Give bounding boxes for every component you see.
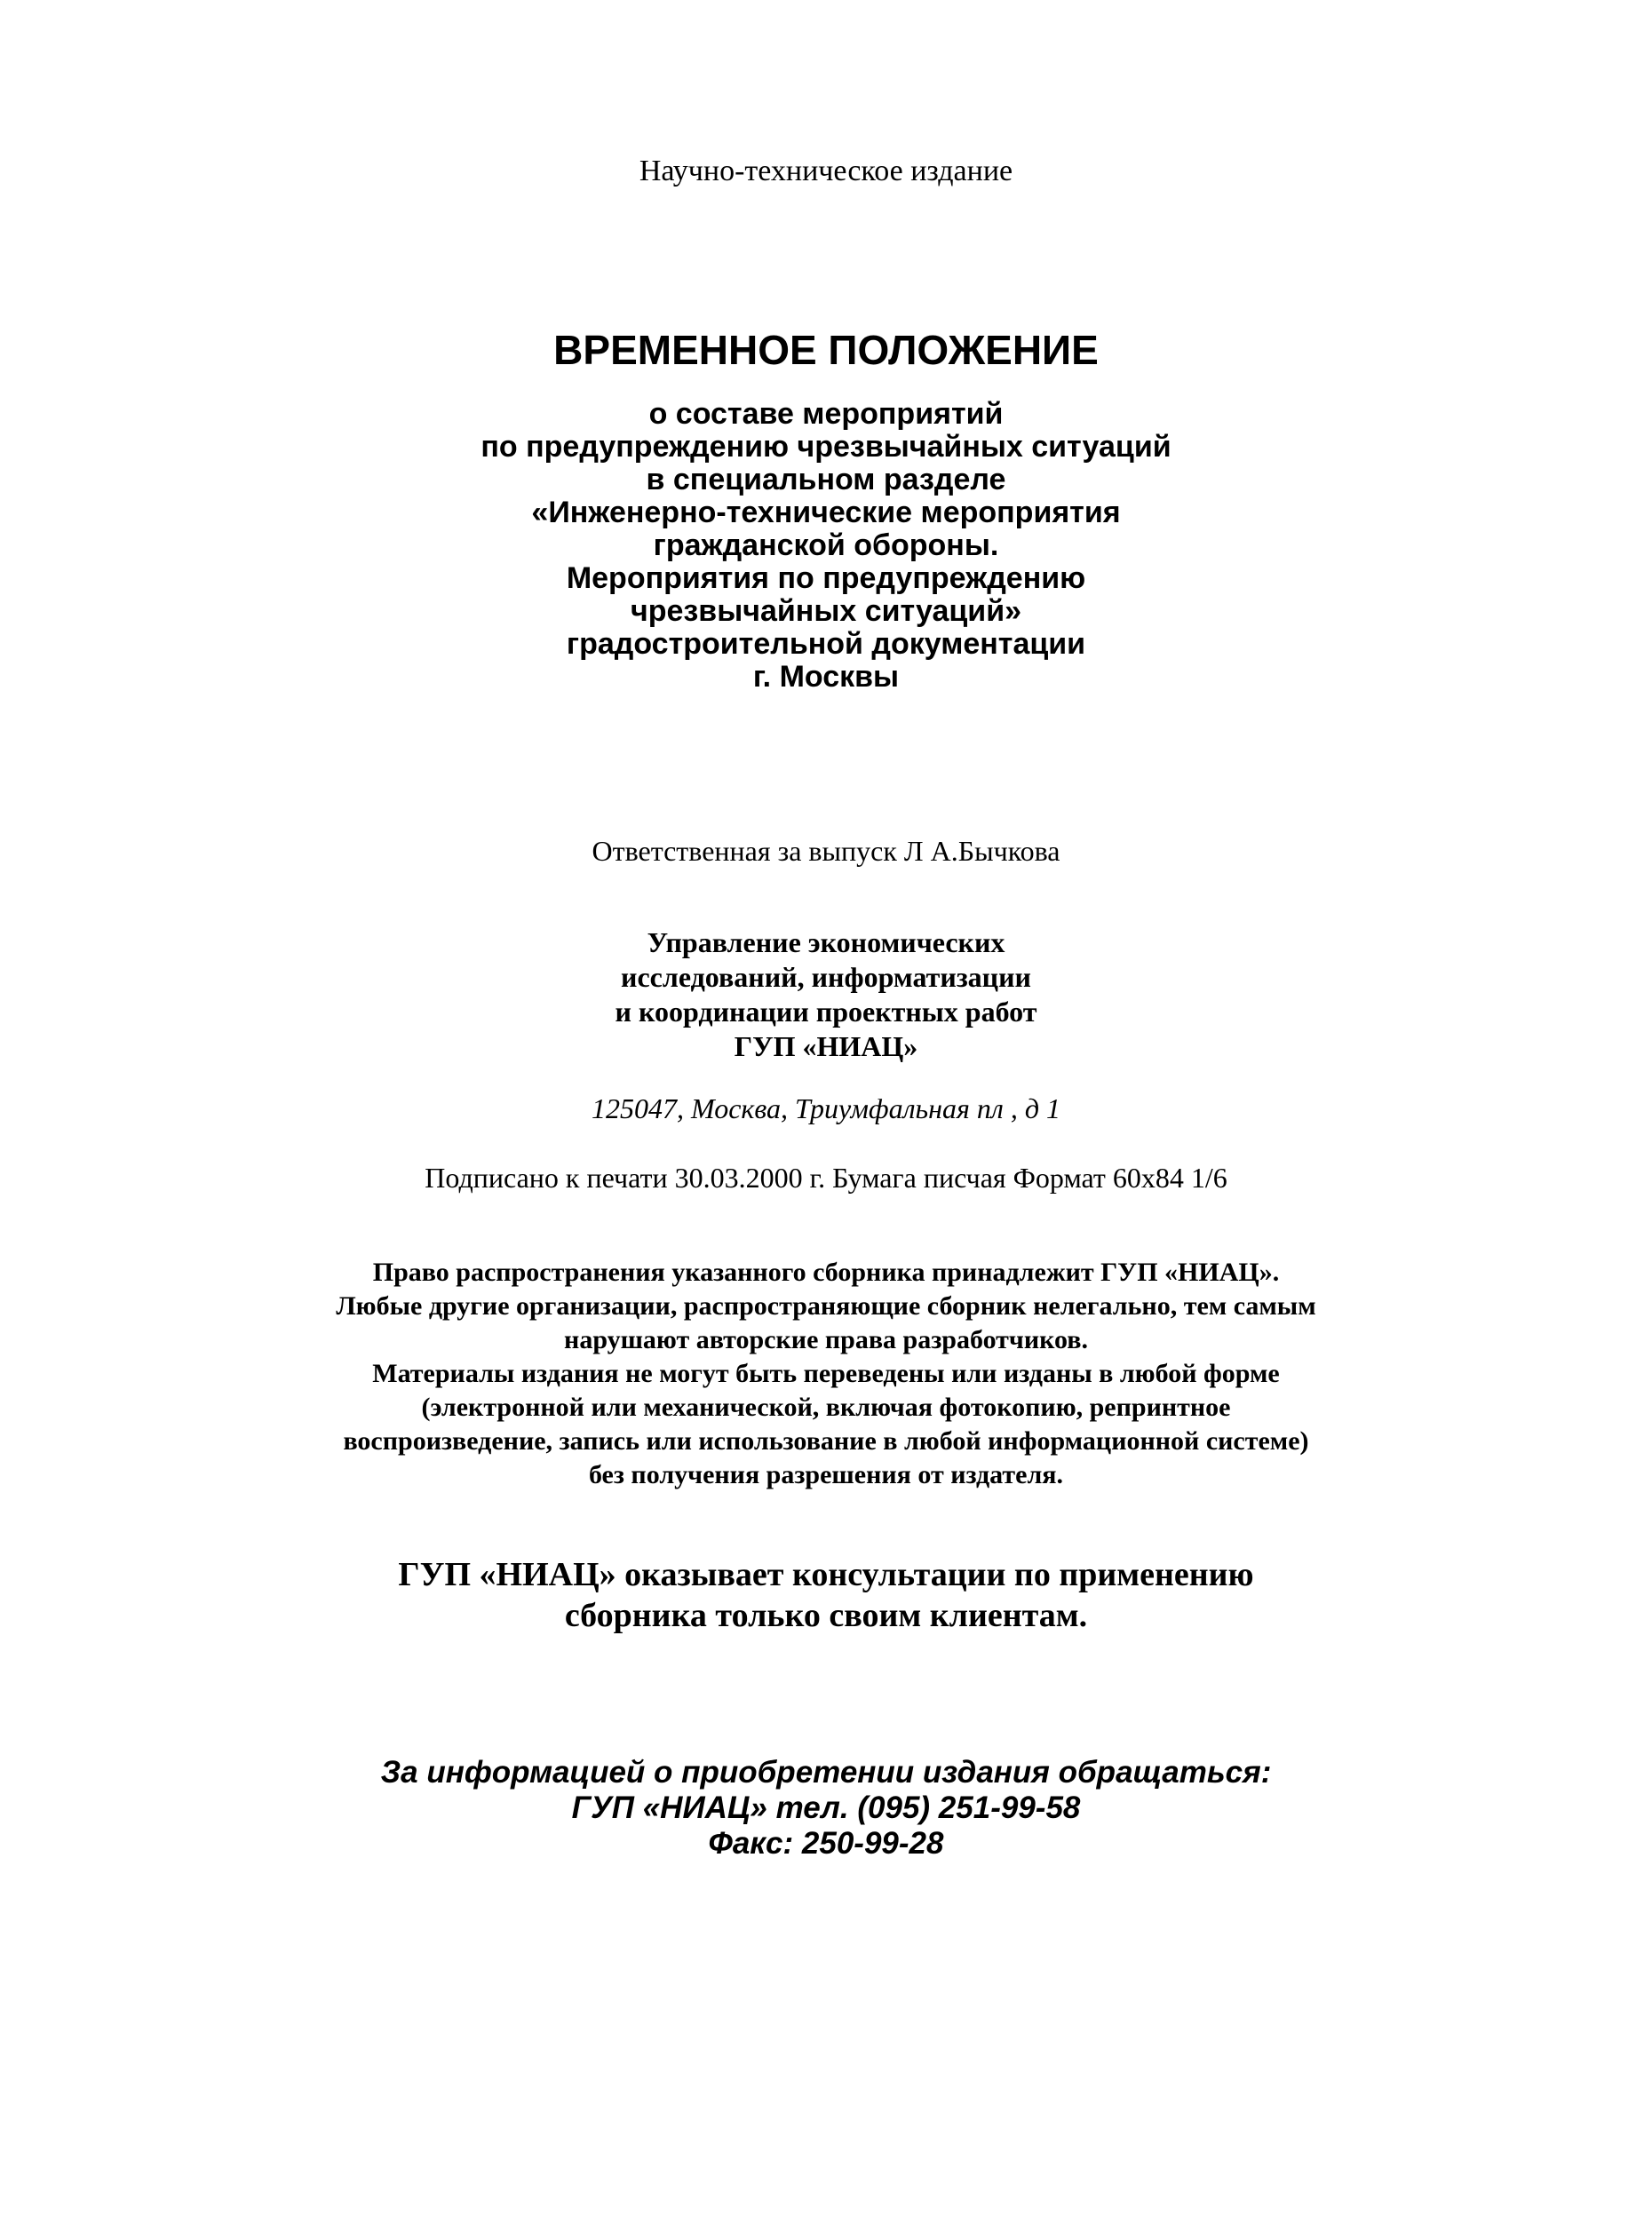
subtitle-line: «Инженерно-технические мероприятия — [531, 496, 1121, 529]
consultation-line: сборника только своим клиентам. — [564, 1597, 1088, 1634]
contact-info — [0, 1755, 1652, 1862]
subtitle-line: гражданской обороны. — [653, 528, 999, 562]
print-info — [0, 1160, 1652, 1195]
subtitle-line: г. Москвы — [752, 660, 900, 694]
organization-line: исследований, информатизации — [621, 961, 1031, 993]
responsible-editor-text: Ответственная за выпуск Л А.Бычкова — [592, 835, 1060, 867]
subtitle-line: о составе мероприятий — [648, 397, 1004, 431]
organization-line: Управление экономических — [647, 926, 1005, 958]
copyright-line: Материалы издания не могут быть переведены или изданы в любой форме — [372, 1359, 1280, 1388]
organization-line: ГУП «НИАЦ» — [734, 1030, 918, 1062]
copyright-notice — [0, 1256, 1652, 1492]
organization — [0, 925, 1652, 1064]
responsible-editor — [0, 833, 1652, 869]
address — [0, 1091, 1652, 1126]
copyright-line: без получения разрешения от издателя. — [588, 1460, 1064, 1489]
subtitle-line: Мероприятия по предупреждению — [566, 561, 1086, 595]
copyright-line: воспроизведение, запись или использование в любой информационной системе) — [343, 1426, 1309, 1456]
print-info-text: Подписано к печати 30.03.2000 г. Бумага писчая Формат 60x84 1/6 — [425, 1162, 1227, 1194]
consultation-line: ГУП «НИАЦ» оказывает консультации по применению — [398, 1556, 1254, 1593]
contact-line: За информацией о приобретении издания обращаться: — [380, 1755, 1272, 1790]
contact-line: Факс: 250-99-28 — [708, 1826, 944, 1861]
contact-line: ГУП «НИАЦ» тел. (095) 251-99-58 — [571, 1790, 1081, 1825]
document-subtitle — [0, 398, 1652, 694]
copyright-line: (электронной или механической, включая фотокопию, репринтное — [421, 1393, 1231, 1422]
subtitle-line: чрезвычайных ситуаций» — [630, 594, 1022, 628]
document-title-text: ВРЕМЕННОЕ ПОЛОЖЕНИЕ — [553, 327, 1099, 373]
subtitle-line: по предупреждению чрезвычайных ситуаций — [481, 430, 1171, 464]
organization-line: и координации проектных работ — [615, 996, 1037, 1028]
copyright-line: нарушают авторские права разработчиков. — [564, 1325, 1088, 1354]
copyright-line: Право распространения указанного сборника принадлежит ГУП «НИАЦ». — [372, 1258, 1280, 1287]
address-text: 125047, Москва, Триумфальная пл , д 1 — [592, 1092, 1060, 1124]
subtitle-line: в специальном разделе — [646, 463, 1006, 496]
copyright-line: Любые другие организации, распространяющие сборник нелегально, тем самым — [336, 1291, 1316, 1321]
edition-type-text: Научно-техническое издание — [639, 155, 1013, 187]
consultation-notice — [0, 1554, 1652, 1636]
subtitle-line: градостроительной документации — [566, 627, 1086, 661]
edition-type — [0, 153, 1652, 190]
document-title — [0, 325, 1652, 375]
